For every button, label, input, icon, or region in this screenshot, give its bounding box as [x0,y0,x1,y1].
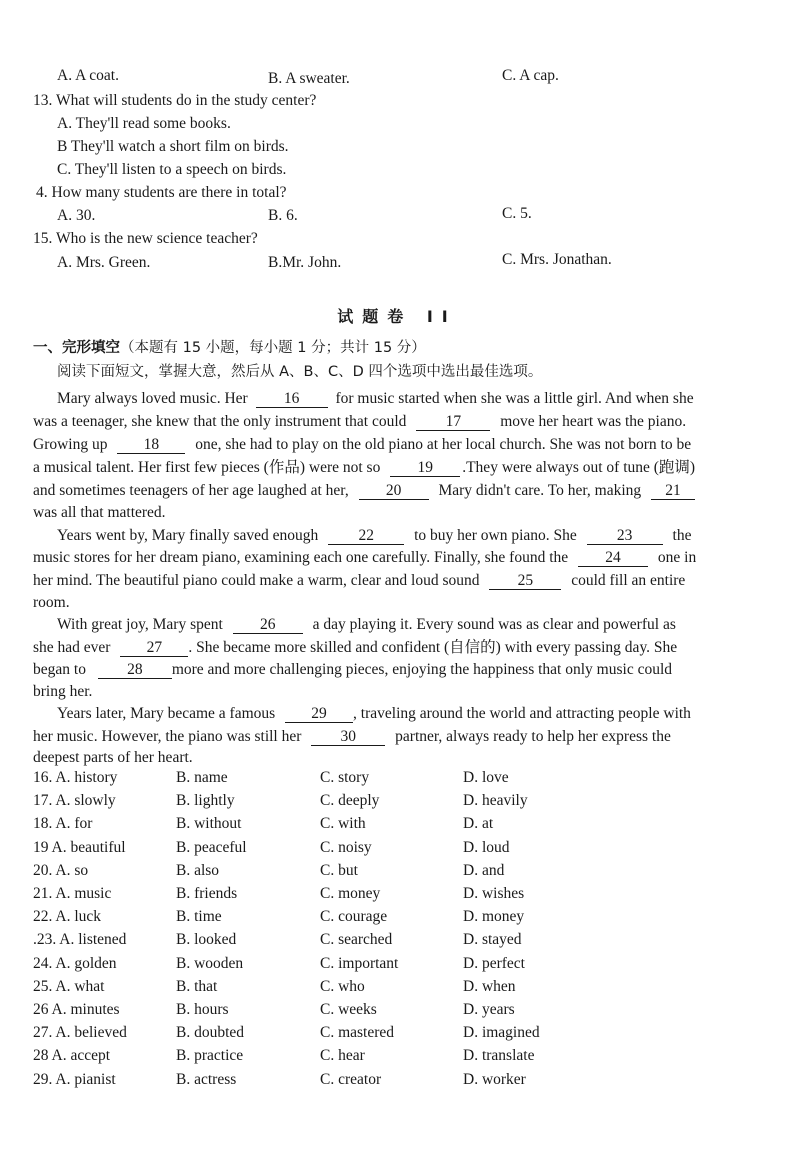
blank-23: 23 [587,528,663,545]
option-24-c: C. important [320,955,399,972]
blank-25: 25 [489,573,561,590]
option-18-a: 18. A. for [33,815,93,832]
passage-text: Years went by, Mary finally saved enough [57,527,319,544]
q15-option-a: A. Mrs. Green. [57,254,151,271]
passage-line-17: deepest parts of her heart. [33,749,193,766]
passage-line-11 [57,615,676,635]
option-19-c: C. noisy [320,839,372,856]
passage-text: one, she had to play on the old piano at her local church. She was not born to be [195,436,692,453]
passage-text: was a teenager, she knew that the only instrument that could [33,413,407,430]
passage-text: more and more challenging pieces, enjoying the happiness that only music could [171,661,673,678]
q15-option-b: B.Mr. John. [268,254,342,271]
option-22-c: C. courage [320,908,388,925]
option-22-d: D. money [463,908,525,925]
blank-28: 28 [98,662,172,679]
option-24-a: 24. A. golden [33,955,117,972]
passage-text: With great joy, Mary spent [57,616,223,633]
blank-17: 17 [416,414,490,431]
option-21-a: 21. A. music [33,885,112,902]
blank-27: 27 [120,640,188,657]
option-22-a: 22. A. luck [33,908,102,925]
option-23-d: D. stayed [463,931,522,948]
passage-line-10: room. [33,594,70,611]
option-28-a: 28 A. accept [33,1047,111,1064]
q13-option-c: C. They'll listen to a speech on birds. [57,161,287,178]
passage-line-14: bring her. [33,683,93,700]
q12-option-a: A. A coat. [57,67,119,84]
passage-text: , traveling around the world and attracting people with [353,705,691,722]
passage-text: . She became more skilled and confident (自信的) with every passing day. She [188,639,678,656]
option-20-a: 20. A. so [33,862,89,879]
passage-text: her music. However, the piano was still her [33,728,302,745]
option-17-a: 17. A. slowly [33,792,116,809]
blank-30: 30 [311,729,385,746]
option-26-d: D. years [463,1001,515,1018]
passage-text: to buy her own piano. She [414,527,577,544]
q13-option-b: B They'll watch a short film on birds. [57,138,289,155]
passage-text: the [672,527,692,544]
passage-line-13 [33,660,672,680]
passage-line-9 [33,571,685,591]
option-21-d: D. wishes [463,885,525,902]
option-25-b: B. that [176,978,218,995]
option-19-a: 19 A. beautiful [33,839,126,856]
passage-text: Mary didn't care. To her, making [438,482,642,499]
passage-line-4 [33,458,695,478]
passage-text: a day playing it. Every sound was as clear and powerful as [312,616,676,633]
passage-text: Mary always loved music. Her [57,390,248,407]
option-26-c: C. weeks [320,1001,377,1018]
q13-option-a: A. They'll read some books. [57,115,231,132]
passage-text: partner, always ready to help her express the [395,728,671,745]
q15-question: 15. Who is the new science teacher? [33,230,258,247]
passage-line-5 [33,481,695,501]
blank-24: 24 [578,550,648,567]
blank-18: 18 [117,437,185,454]
cloze-heading-title: 一、完形填空 [33,340,120,356]
cloze-instruction: 阅读下面短文，掌握大意，然后从 A、B、C、D 四个选项中选出最佳选项。 [57,364,543,380]
option-20-b: B. also [176,862,220,879]
passage-line-8 [33,548,696,568]
passage-line-7 [57,526,691,546]
blank-29: 29 [285,706,353,723]
option-17-c: C. deeply [320,792,380,809]
passage-text: one in [657,549,697,566]
option-28-d: D. translate [463,1047,535,1064]
q12-option-c: C. A cap. [502,67,559,84]
passage-text: for music started when she was a little girl. And when she [335,390,694,407]
blank-22: 22 [328,528,404,545]
option-21-b: B. friends [176,885,238,902]
passage-line-12 [33,638,677,658]
option-16-c: C. story [320,769,370,786]
option-25-d: D. when [463,978,516,995]
option-26-b: B. hours [176,1001,229,1018]
option-18-c: C. with [320,815,366,832]
option-19-b: B. peaceful [176,839,247,856]
option-29-a: 29. A. pianist [33,1071,116,1088]
blank-20: 20 [359,483,429,500]
passage-text: Years later, Mary became a famous [57,705,276,722]
option-27-b: B. doubted [176,1024,245,1041]
passage-text: .They were always out of tune (跑调) [462,459,696,476]
blank-21: 21 [651,483,695,500]
option-18-d: D. at [463,815,494,832]
q14-option-c: C. 5. [502,205,532,222]
option-19-d: D. loud [463,839,510,856]
q13-question: 13. What will students do in the study center? [33,92,317,109]
blank-19: 19 [390,460,460,477]
option-27-a: 27. A. believed [33,1024,127,1041]
option-28-b: B. practice [176,1047,244,1064]
option-22-b: B. time [176,908,222,925]
option-28-c: C. hear [320,1047,365,1064]
option-25-c: C. who [320,978,365,995]
passage-line-3 [33,435,691,455]
option-26-a: 26 A. minutes [33,1001,120,1018]
q15-option-c: C. Mrs. Jonathan. [502,251,612,268]
option-23-a: .23. A. listened [33,931,127,948]
option-20-d: D. and [463,862,505,879]
option-21-c: C. money [320,885,381,902]
option-29-c: C. creator [320,1071,382,1088]
passage-line-16 [33,727,671,747]
option-16-d: D. love [463,769,509,786]
passage-line-6: was all that mattered. [33,504,166,521]
cloze-heading-note: （本题有 15 小题，每小题 1 分；共计 15 分） [120,340,426,356]
option-23-b: B. looked [176,931,237,948]
option-17-d: D. heavily [463,792,528,809]
passage-line-15 [57,704,691,724]
option-27-c: C. mastered [320,1024,395,1041]
option-18-b: B. without [176,815,242,832]
passage-line-1 [57,389,694,409]
passage-text: she had ever [33,639,111,656]
blank-26: 26 [233,617,303,634]
option-17-b: B. lightly [176,792,235,809]
passage-text: move her heart was the piano. [500,413,687,430]
passage-line-2 [33,412,686,432]
cloze-heading [33,336,426,357]
option-25-a: 25. A. what [33,978,105,995]
q12-option-b: B. A sweater. [268,70,350,87]
passage-text: began to [33,661,86,678]
option-29-b: B. actress [176,1071,237,1088]
option-16-a: 16. A. history [33,769,118,786]
passage-text: could fill an entire [571,572,686,589]
option-29-d: D. worker [463,1071,526,1088]
option-24-b: B. wooden [176,955,244,972]
q14-option-a: A. 30. [57,207,96,224]
option-24-d: D. perfect [463,955,525,972]
blank-16: 16 [256,391,328,408]
option-16-b: B. name [176,769,228,786]
passage-text: music stores for her dream piano, examining each one carefully. Finally, she found the [33,549,569,566]
q14-question: 4. How many students are there in total? [36,184,287,201]
passage-text: a musical talent. Her first few pieces (作品) were not so [33,459,381,476]
passage-text: and sometimes teenagers of her age laughed at her, [33,482,349,499]
option-27-d: D. imagined [463,1024,540,1041]
q14-option-b: B. 6. [268,207,298,224]
passage-text: Growing up [33,436,108,453]
passage-text: her mind. The beautiful piano could make a warm, clear and loud sound [33,572,480,589]
section-title: 试题卷 II [337,307,457,326]
option-20-c: C. but [320,862,358,879]
option-23-c: C. searched [320,931,393,948]
